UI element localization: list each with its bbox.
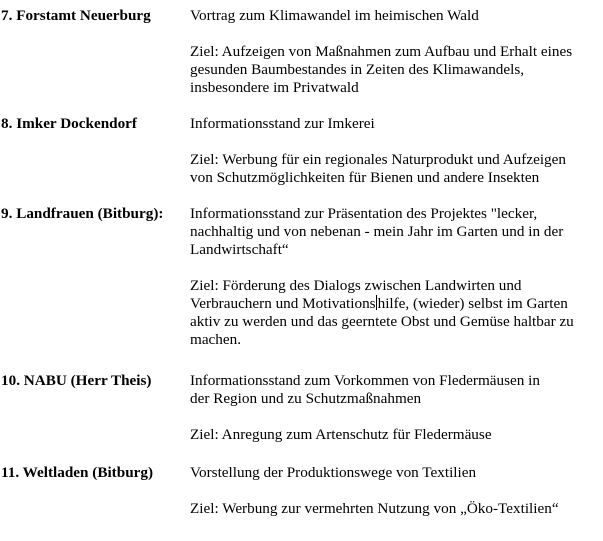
entry-goal — [190, 426, 600, 444]
entry-org-name: 8. Imker Dockendorf — [1, 115, 137, 132]
entry-goal — [190, 151, 600, 187]
entry-content — [190, 115, 600, 187]
text-line: von Schutzmöglichkeiten für Bienen und andere Insekten — [190, 169, 540, 186]
text-line: der Region und zu Schutzmaßnahmen — [190, 390, 422, 407]
text-line: Landwirtschaft“ — [190, 241, 289, 258]
text-line: Informationsstand zur Präsentation des Projektes "lecker, — [190, 205, 538, 222]
text-line: Ziel: Anregung zum Artenschutz für Fledermäuse — [190, 426, 492, 443]
entry-org-name: 7. Forstamt Neuerburg — [1, 7, 151, 24]
text-line: aktiv zu werden und das geerntete Obst und Gemüse haltbar zu — [190, 313, 574, 330]
text-line: machen. — [190, 331, 242, 348]
entry-content — [190, 464, 600, 518]
entry-content — [190, 372, 600, 444]
text-line: Ziel: Aufzeigen von Maßnahmen zum Aufbau und Erhalt eines — [190, 43, 573, 60]
entry-content — [190, 205, 600, 349]
entry-description — [190, 115, 600, 133]
text-segment: hilfe, (wieder) selbst im Garten — [377, 295, 568, 312]
entry-description — [190, 7, 600, 25]
entry-org-name: 11. Weltladen (Bitburg) — [1, 464, 154, 481]
text-line: insbesondere im Privatwald — [190, 79, 359, 96]
entry-description — [190, 205, 600, 259]
text-line: nachhaltig und von nebenan - mein Jahr im Garten und in der — [190, 223, 564, 240]
text-line: Ziel: Förderung des Dialogs zwischen Landwirten und — [190, 277, 522, 294]
entry-goal — [190, 277, 600, 349]
entry-org-name: 10. NABU (Herr Theis) — [1, 372, 152, 389]
entry-description — [190, 464, 600, 482]
text-line: Informationsstand zum Vorkommen von Fledermäusen in — [190, 372, 540, 389]
entry-goal — [190, 500, 600, 518]
entry-content — [190, 7, 600, 97]
text-line: gesunden Baumbestandes in Zeiten des Klimawandels, — [190, 61, 525, 78]
entry-goal — [190, 43, 600, 97]
text-line-with-cursor — [190, 295, 600, 313]
text-line: Ziel: Werbung für ein regionales Naturprodukt und Aufzeigen — [190, 151, 566, 168]
text-line: Ziel: Werbung zur vermehrten Nutzung von „Öko-Textilien“ — [190, 500, 559, 517]
text-line: Vorstellung der Produktionswege von Textilien — [190, 464, 477, 481]
entry-org-name: 9. Landfrauen (Bitburg): — [1, 205, 164, 222]
entry-description — [190, 372, 600, 408]
text-line: Vortrag zum Klimawandel im heimischen Wald — [190, 7, 479, 24]
text-segment: Verbrauchern und Motivations — [190, 295, 376, 312]
text-line: Informationsstand zur Imkerei — [190, 115, 375, 132]
